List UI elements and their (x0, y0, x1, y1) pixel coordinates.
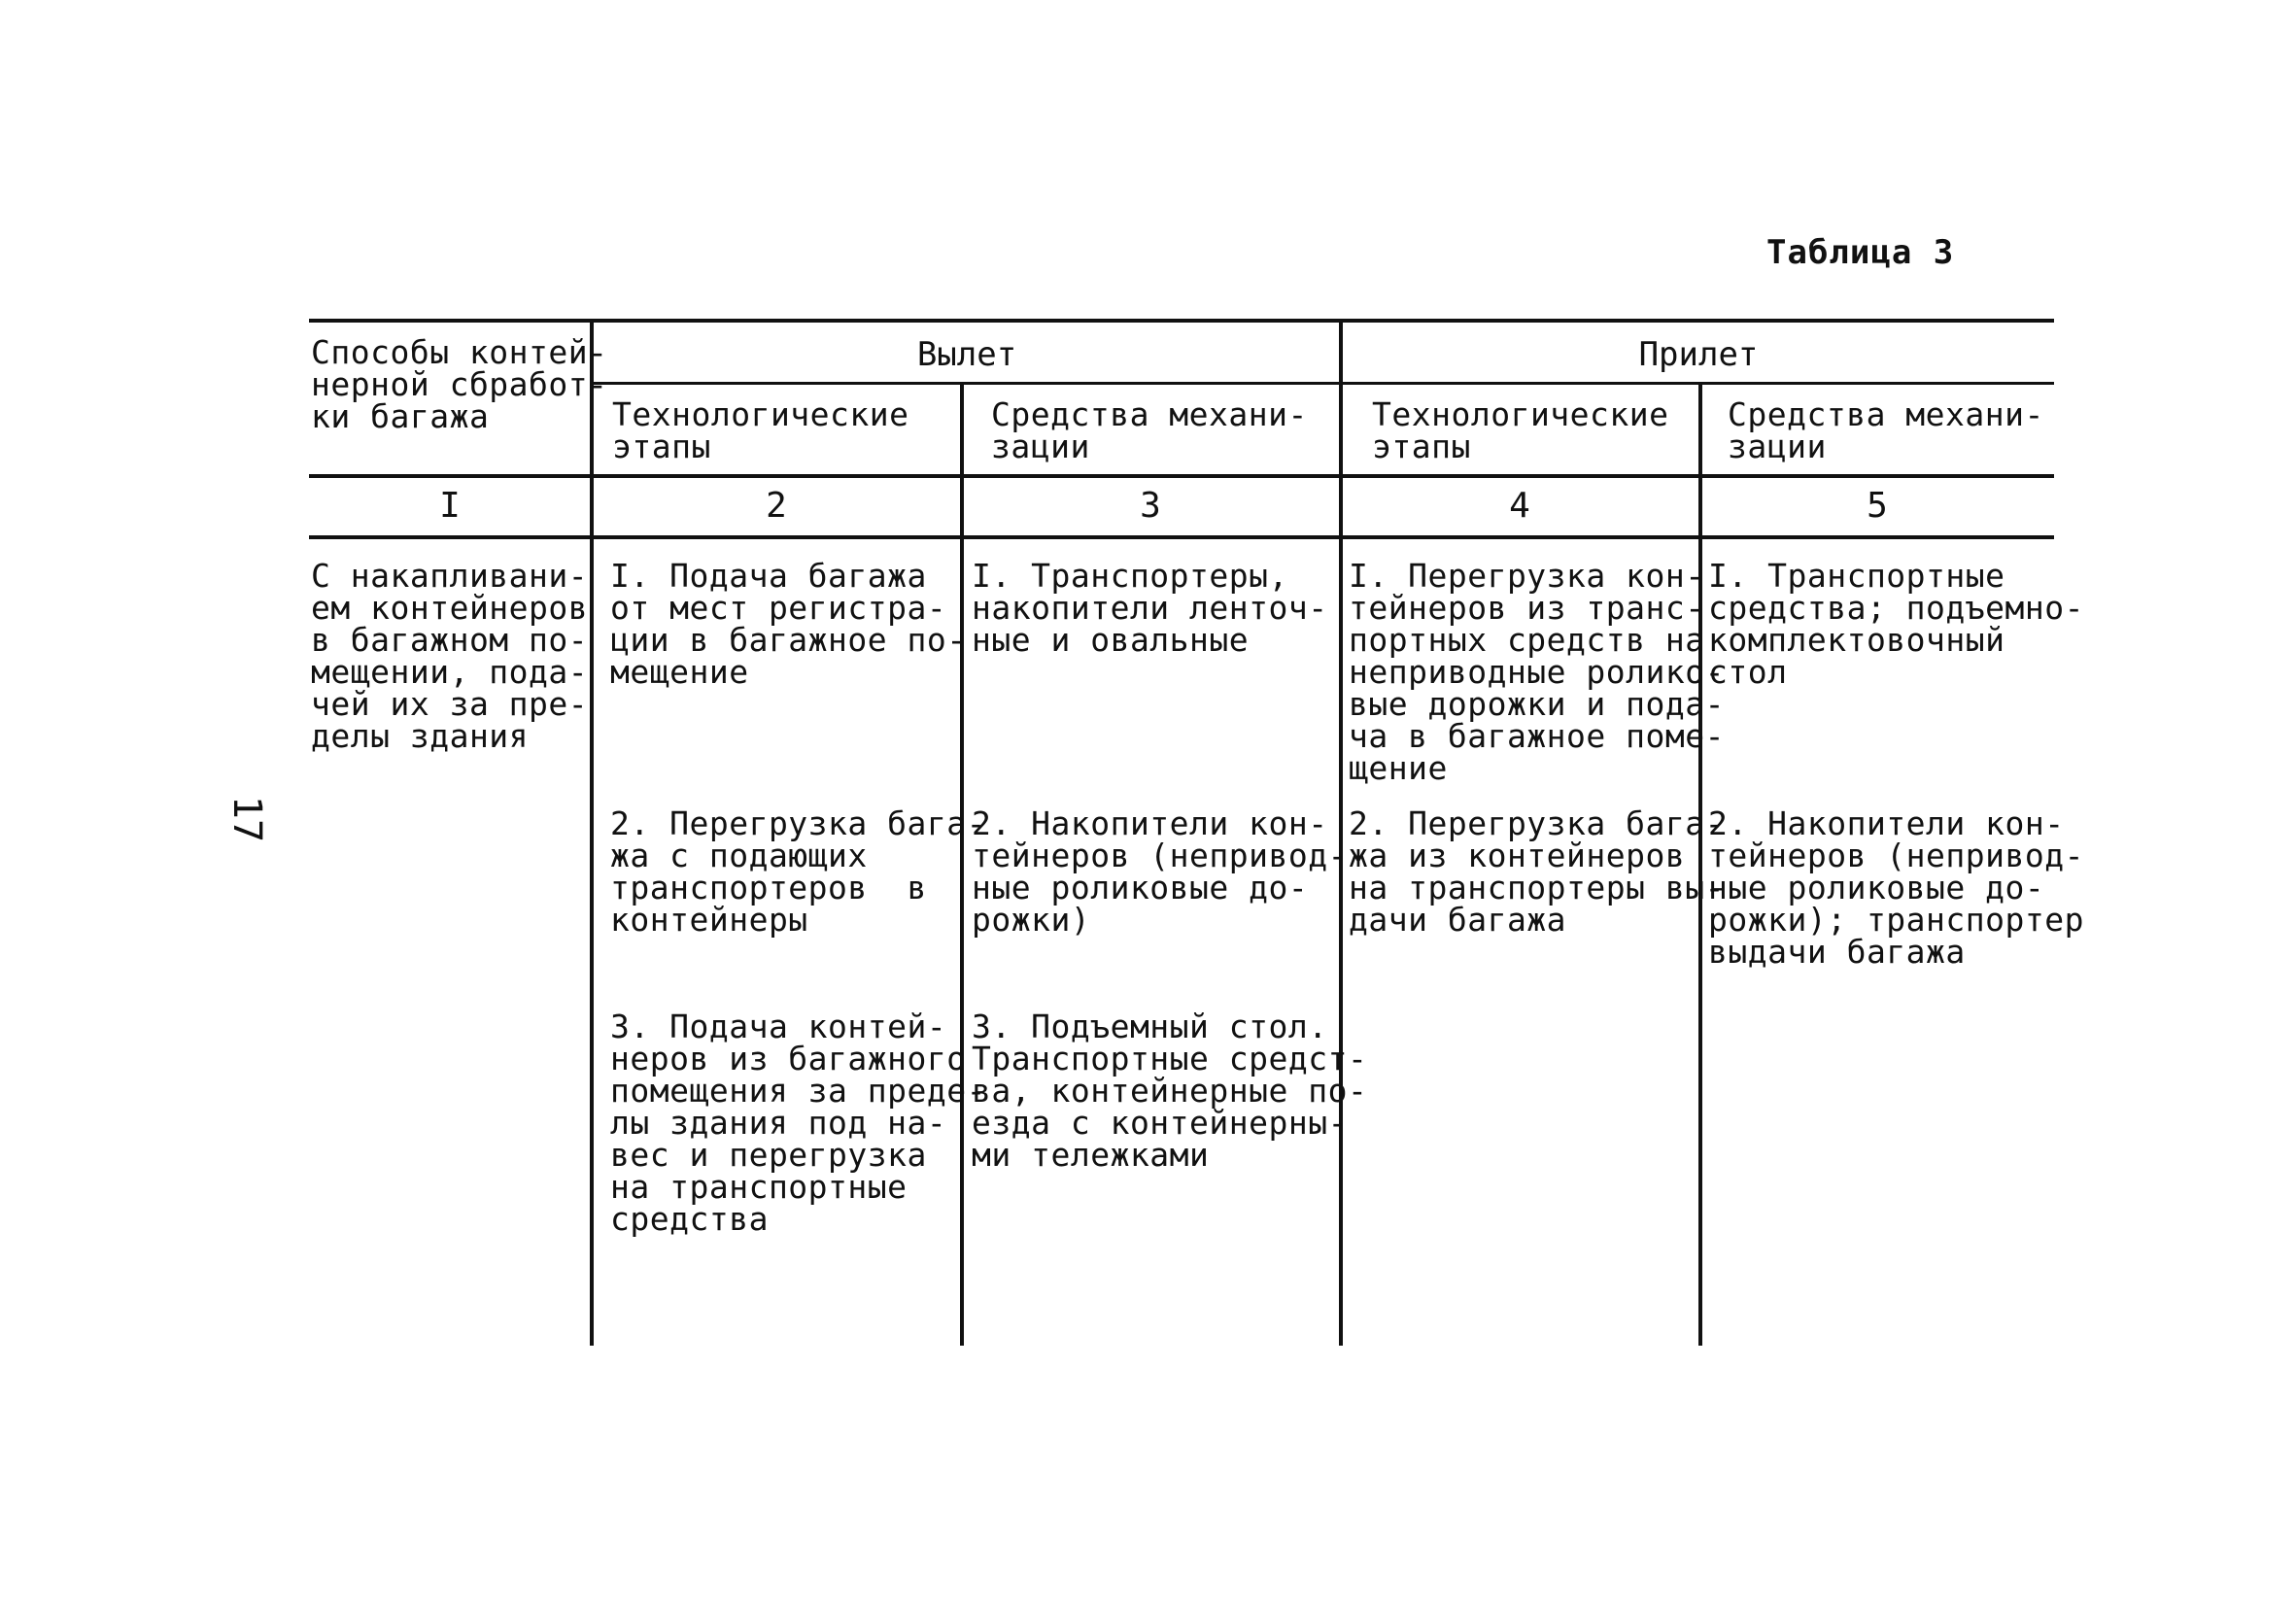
column-number-2: 2 (766, 486, 787, 526)
column-number-3: 3 (1140, 486, 1161, 526)
table-caption: Таблица 3 (1766, 233, 1955, 272)
table-top-rule (309, 319, 2054, 323)
col-divider-1 (590, 321, 594, 1346)
column-number-5: 5 (1867, 486, 1888, 526)
row3-stage-departure: 3. Подача контей- неров из багажного помещения за преде- лы здания под на- вес и перегрузка на транспортные средства (610, 1008, 986, 1238)
row2-means-arrival: 2. Накопители кон- тейнеров (непривод- ные роликовые до- рожки); транспортер выдачи багажа (1708, 804, 2084, 971)
header-arrival: Прилет (1638, 335, 1759, 374)
numbers-bottom-rule (309, 535, 2054, 539)
header-means-departure: Средства механи- зации (991, 395, 1308, 465)
row1-means-arrival: I. Транспортные средства; подъемно- комплектовочный стол (1708, 557, 2084, 691)
header-method: Способы контей- нерной сбработ- ки багажа (311, 333, 608, 435)
header-bottom-rule (309, 474, 2054, 478)
header-means-arrival: Средства механи- зации (1728, 395, 2044, 465)
group-rule (593, 382, 2054, 385)
row2-stage-departure: 2. Перегрузка бага- жа с подающих транспортеров в контейнеры (610, 804, 986, 939)
header-departure: Вылет (916, 335, 1017, 374)
page-number: 17 (224, 795, 270, 843)
row2-stage-arrival: 2. Перегрузка бага- жа из контейнеров на транспортеры вы- дачи багажа (1349, 804, 1725, 939)
row1-means-departure: I. Транспортеры, накопители ленточ- ные и овальные (972, 557, 1328, 659)
method-cell: С накапливани- ем контейнеров в багажном по- мещении, пода- чей их за пре- делы здания (311, 557, 589, 755)
row2-means-departure: 2. Накопители кон- тейнеров (непривод- ные роликовые до- рожки) (972, 804, 1348, 939)
row3-means-departure: 3. Подъемный стол. Транспортные средст- ва, контейнерные по- езда с контейнерны- ми тележками (972, 1008, 1368, 1174)
header-stages-departure: Технологические этапы (612, 395, 909, 465)
column-number-4: 4 (1509, 486, 1530, 526)
row1-stage-departure: I. Подача багажа от мест регистра- ции в багажное по- мещение (610, 557, 967, 691)
row1-stage-arrival: I. Перегрузка кон- тейнеров из транс- портных средств на неприводные ролико- вые дорожки и пода- ча в багажное поме- щение (1349, 557, 1725, 787)
column-number-1: I (439, 486, 461, 526)
header-stages-arrival: Технологические этапы (1372, 395, 1669, 465)
